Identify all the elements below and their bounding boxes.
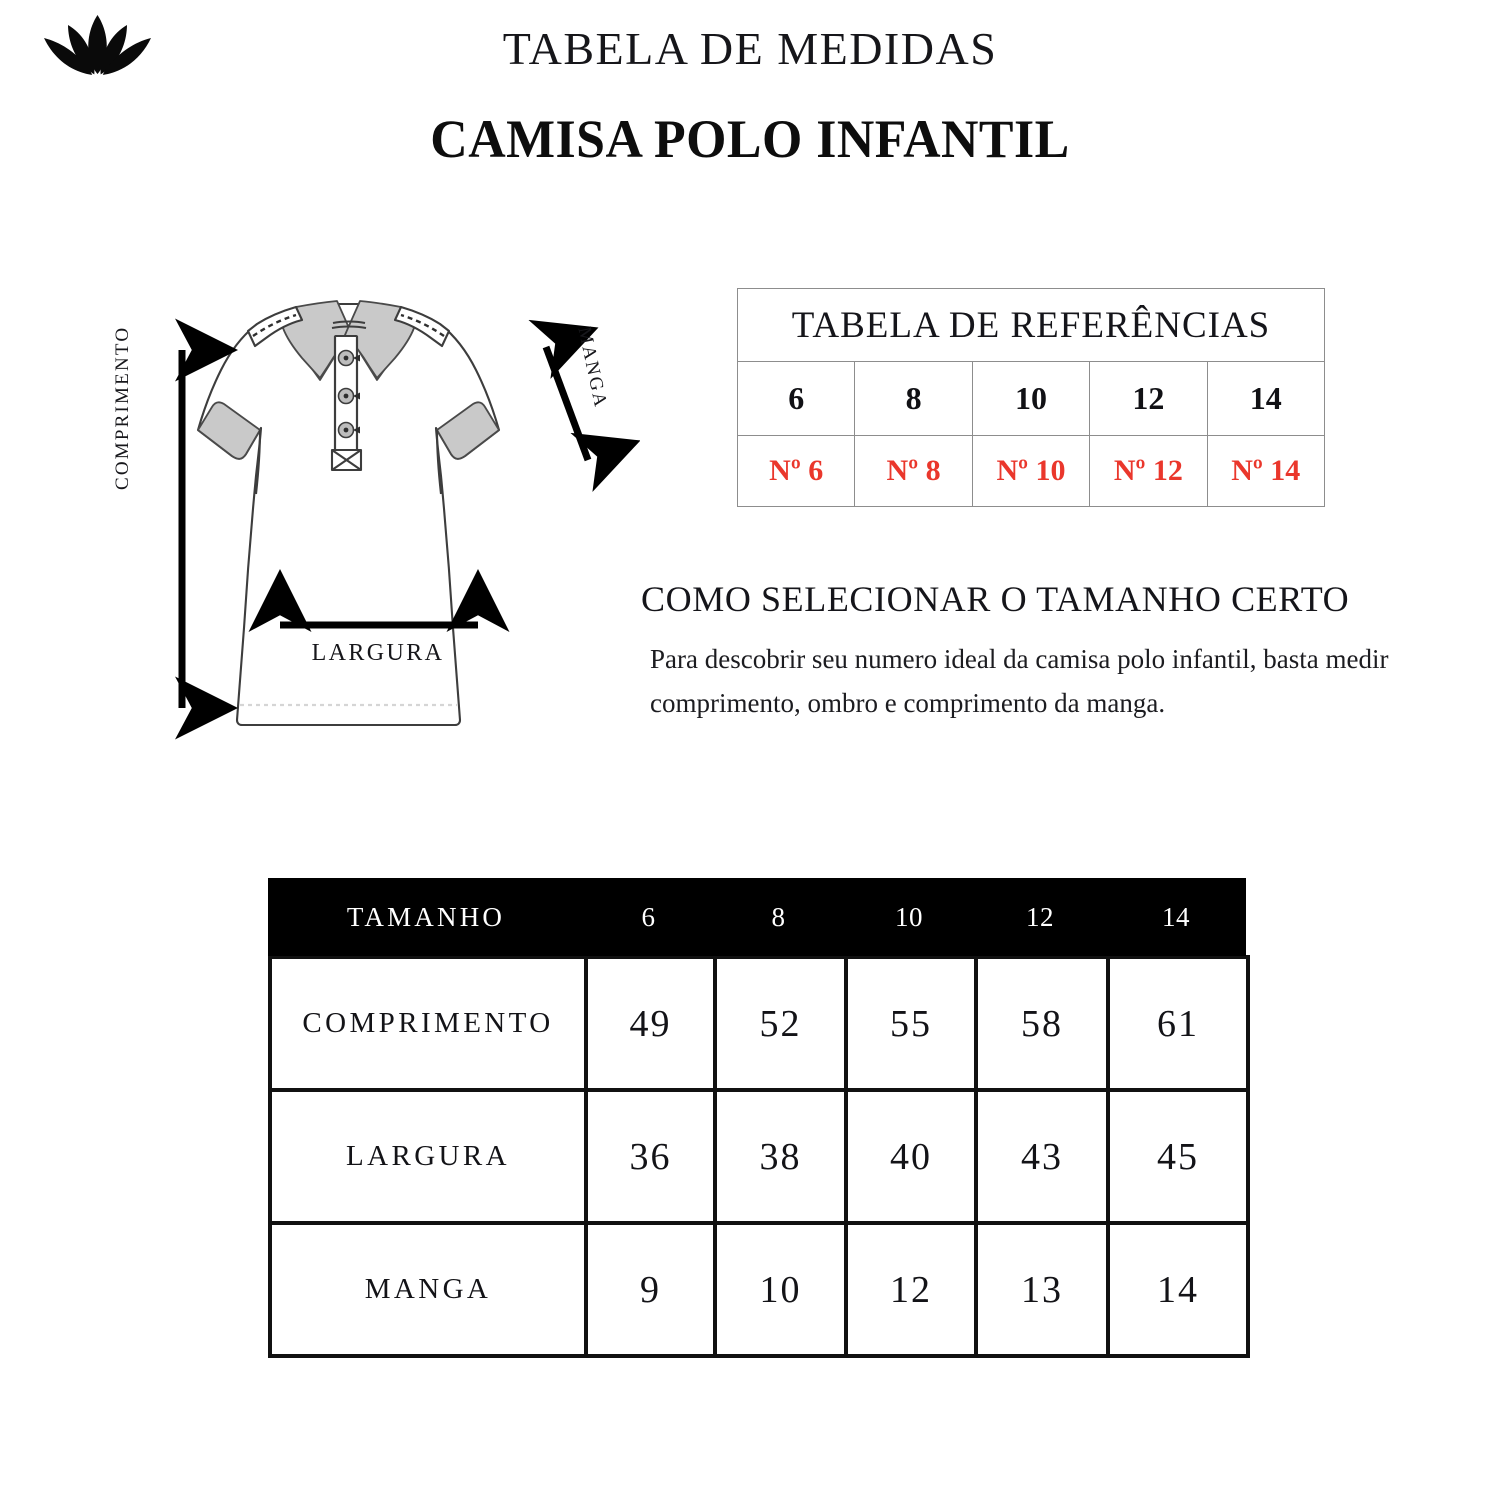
page-subtitle: CAMISA POLO INFANTIL <box>430 109 1070 169</box>
table-cell: 10 <box>715 1223 846 1356</box>
table-cell: 52 <box>715 957 846 1090</box>
table-row <box>270 957 1248 1090</box>
measurements-table-body <box>268 955 1250 1358</box>
measurements-header-size: 10 <box>895 901 923 932</box>
reference-size-cell: 10 <box>972 362 1089 436</box>
measurements-table-header <box>268 878 1246 956</box>
howto-body: Para descobrir seu numero ideal da camisa polo infantil, basta medir comprimento, ombro e comprimento da manga. <box>650 644 1389 718</box>
table-cell: 14 <box>1108 1223 1248 1356</box>
polo-shirt-illustration <box>120 280 640 780</box>
length-label: COMPRIMENTO <box>112 325 133 490</box>
table-row <box>270 1090 1248 1223</box>
table-cell: 43 <box>976 1090 1108 1223</box>
table-row <box>270 1223 1248 1356</box>
table-cell: 40 <box>846 1090 976 1223</box>
reference-number-cell: Nº 10 <box>972 436 1089 507</box>
reference-number-cell: Nº 12 <box>1090 436 1207 507</box>
measurements-header-size: 6 <box>641 901 656 932</box>
reference-table <box>737 288 1325 507</box>
row-label: MANGA <box>270 1223 586 1356</box>
measurements-header-size: 12 <box>1026 901 1054 932</box>
reference-size-cell: 6 <box>738 362 855 436</box>
reference-size-cell: 8 <box>855 362 972 436</box>
page-title: TABELA DE MEDIDAS <box>502 23 998 74</box>
table-cell: 13 <box>976 1223 1108 1356</box>
reference-table-title-row <box>738 289 1325 362</box>
reference-table-number-row <box>738 436 1325 507</box>
table-cell: 45 <box>1108 1090 1248 1223</box>
reference-size-cell: 12 <box>1090 362 1207 436</box>
table-cell: 61 <box>1108 957 1248 1090</box>
reference-size-cell: 14 <box>1207 362 1324 436</box>
reference-table-size-row <box>738 362 1325 436</box>
howto-title: COMO SELECIONAR O TAMANHO CERTO <box>641 579 1350 619</box>
table-cell: 38 <box>715 1090 846 1223</box>
sleeve-label: MANGA <box>573 325 612 411</box>
table-cell: 36 <box>586 1090 715 1223</box>
reference-number-cell: Nº 8 <box>855 436 972 507</box>
row-label: COMPRIMENTO <box>270 957 586 1090</box>
reference-table-title: TABELA DE REFERÊNCIAS <box>738 289 1325 362</box>
measurements-header-size: 14 <box>1162 901 1190 932</box>
measurements-header-label: TAMANHO <box>346 901 506 932</box>
table-cell: 58 <box>976 957 1108 1090</box>
reference-number-cell: Nº 6 <box>738 436 855 507</box>
table-cell: 49 <box>586 957 715 1090</box>
row-label: LARGURA <box>270 1090 586 1223</box>
table-cell: 55 <box>846 957 976 1090</box>
measurements-header-size: 8 <box>771 901 786 932</box>
measurements-table <box>268 878 1246 1358</box>
table-cell: 12 <box>846 1223 976 1356</box>
width-label: LARGURA <box>311 640 445 666</box>
reference-number-cell: Nº 14 <box>1207 436 1324 507</box>
table-cell: 9 <box>586 1223 715 1356</box>
